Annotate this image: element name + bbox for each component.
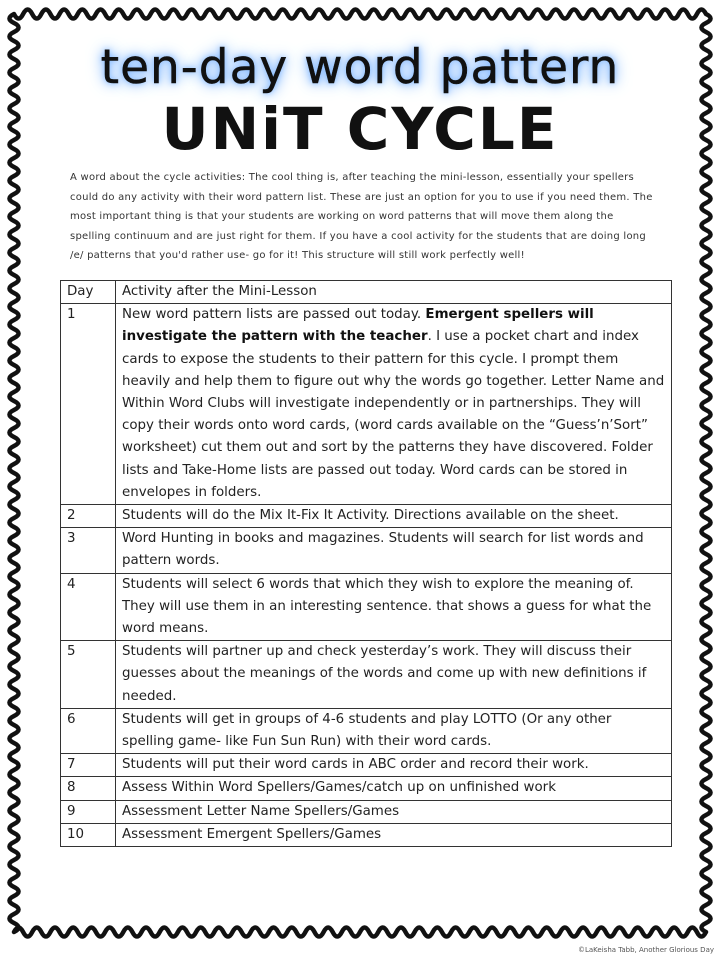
activity-cell: Students will put their word cards in ABC order and record their work. [116, 754, 672, 777]
day-cell: 5 [61, 641, 116, 709]
activity-column-header: Activity after the Mini-Lesson [116, 281, 672, 304]
activity-cell [116, 304, 672, 505]
title-line-1: ten-day word pattern [100, 40, 620, 95]
activity-cell: Assessment Letter Name Spellers/Games [116, 800, 672, 823]
day-cell: 3 [61, 528, 116, 573]
table-header-row [61, 281, 672, 304]
activity-cell: Students will select 6 words that which they wish to explore the meaning of. They will use them in an interesting sentence. that shows a guess for what the word means. [116, 573, 672, 641]
copyright-footer: ©LaKeisha Tabb, Another Glorious Day [577, 946, 714, 954]
table-row [61, 304, 672, 505]
activity-table [60, 280, 672, 847]
table-row [61, 641, 672, 709]
day-cell: 10 [61, 823, 116, 846]
day-cell: 4 [61, 573, 116, 641]
day-cell: 1 [61, 304, 116, 505]
activity-cell: Students will do the Mix It-Fix It Activity. Directions available on the sheet. [116, 505, 672, 528]
day-cell: 2 [61, 505, 116, 528]
title-line-2: UNiT CYCLE [161, 95, 559, 163]
activity-cell: Students will partner up and check yesterday’s work. They will discuss their guesses about the meanings of the words and come up with new definitions if needed. [116, 641, 672, 709]
table-row [61, 708, 672, 753]
intro-paragraph: A word about the cycle activities: The cool thing is, after teaching the mini-lesson, essentially your spellers could do any activity with their word pattern list. These are just an option for you to use if you need them. The most important thing is that your students are working on word patterns that will move them along the spelling continuum and are just right for them. If you have a cool activity for the students that are doing long /e/ patterns that you'd rather use- go for it! This structure will still work perfectly well! [70, 172, 653, 262]
activity-text: New word pattern lists are passed out today. [122, 307, 426, 323]
activity-emphasis: Emergent spellers will investigate the pattern with the teacher [122, 307, 594, 345]
table-row [61, 777, 672, 800]
activity-cell: Assess Within Word Spellers/Games/catch up on unfinished work [116, 777, 672, 800]
table-row [61, 754, 672, 777]
day-column-header: Day [61, 281, 116, 304]
table-row [61, 505, 672, 528]
table-row [61, 823, 672, 846]
day-cell: 7 [61, 754, 116, 777]
activity-cell: Word Hunting in books and magazines. Students will search for list words and pattern words. [116, 528, 672, 573]
day-cell: 6 [61, 708, 116, 753]
activity-cell: Assessment Emergent Spellers/Games [116, 823, 672, 846]
day-cell: 9 [61, 800, 116, 823]
table-row [61, 573, 672, 641]
table-row [61, 528, 672, 573]
table-row [61, 800, 672, 823]
activity-text: . I use a pocket chart and index cards to expose the students to their pattern for this cycle. I prompt them heavily and help them to figure out why the words go together. Letter Name and Within Word Clubs will investigate independently or in partnerships. They will copy their words onto word cards, (word cards available on the “Guess’n’Sort” worksheet) cut them out and sort by the patterns they have discovered. Folder lists and Take-Home lists are passed out today. Word cards can be stored in envelopes in folders. [122, 329, 665, 500]
activity-cell: Students will get in groups of 4-6 students and play LOTTO (Or any other spelling game- like Fun Sun Run) with their word cards. [116, 708, 672, 753]
day-cell: 8 [61, 777, 116, 800]
